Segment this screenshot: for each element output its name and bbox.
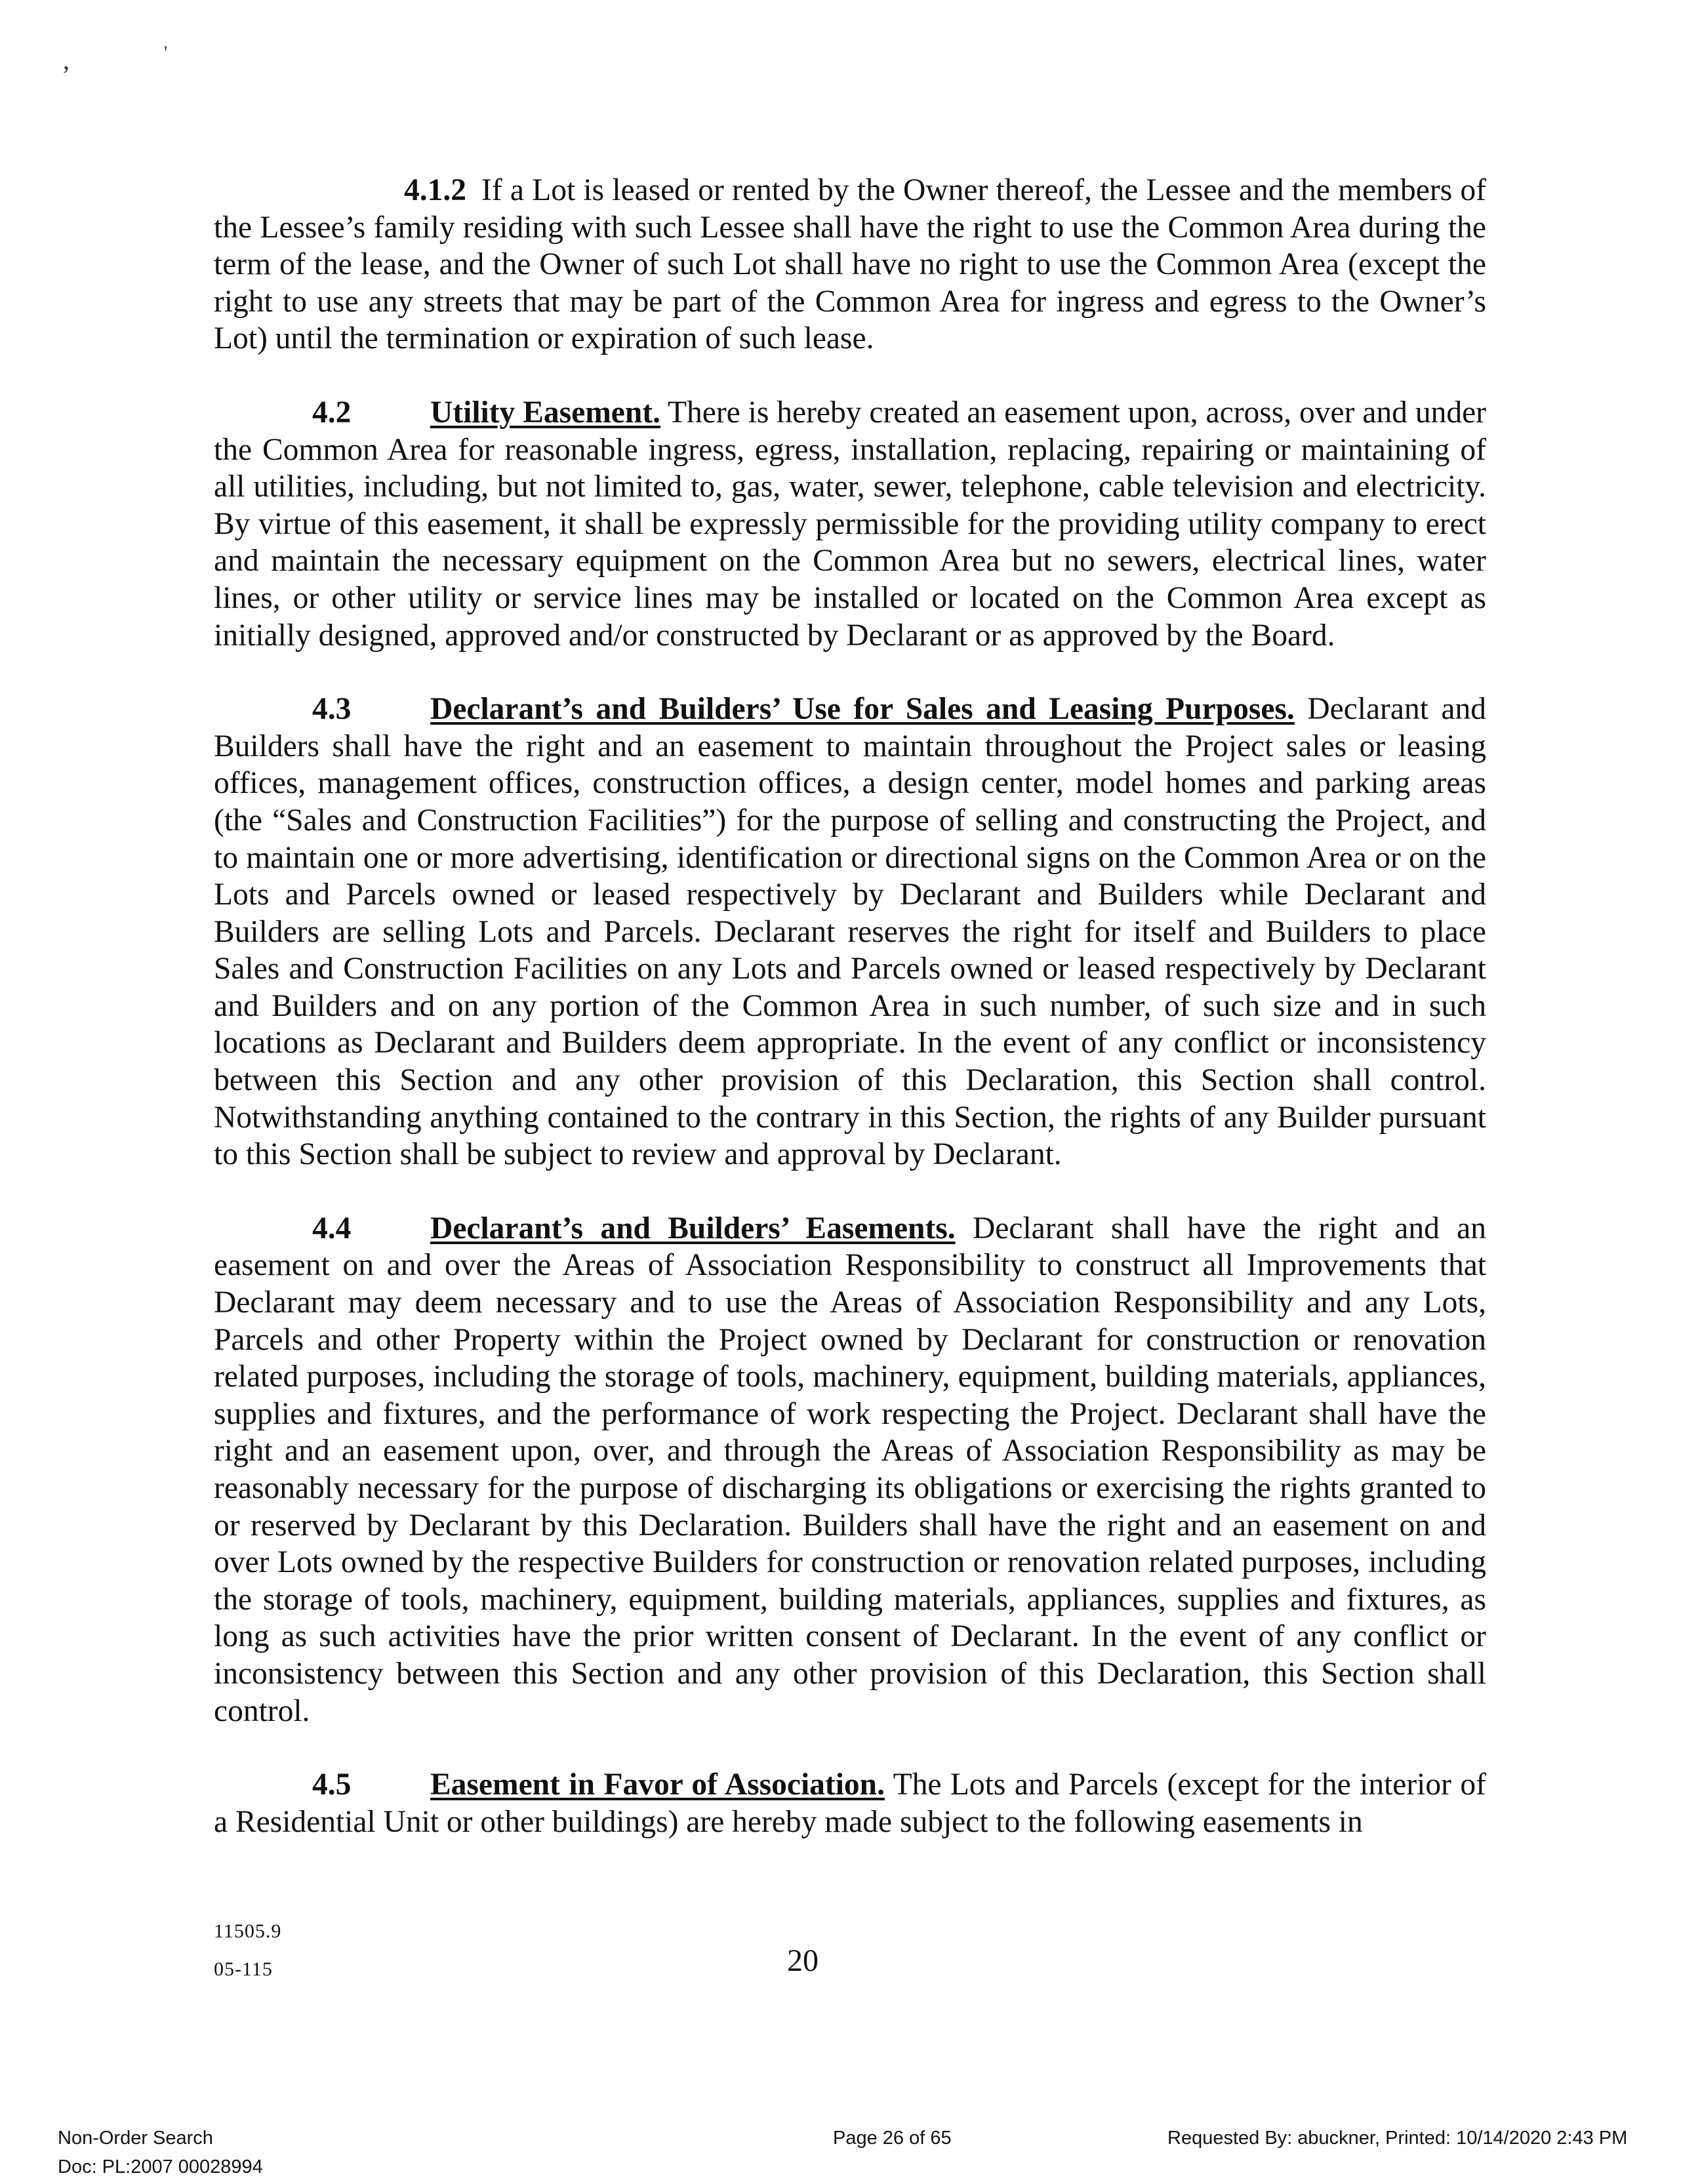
paragraph-4-4: 4.4 Declarant’s and Builders’ Easements. Declarant shall have the right and an easement on and over the Areas of Association Responsibility to construct all Improvements that Declarant may deem necessary and to use the Areas of Association Responsibility and any Lots, Parcels and other Property within the Project owned by Declarant for construction or renovation related purposes, including the storage of tools, machinery, equipment, building materials, appliances, supplies and fixtures, and the performance of work respecting the Project. Declarant shall have the right and an easement upon, over, and through the Areas of Association Responsibility as may be reasonably necessary for the purpose of discharging its obligations or exercising the rights granted to or reserved by Declarant by this Declaration. Builders shall have the right and an easement on and over Lots owned by the respective Builders for construction or renovation related purposes, including the storage of tools, machinery, equipment, building materials, appliances, supplies and fixtures, as long as such activities have the prior written consent of Declarant. In the event of any conflict or inconsistency between this Section and any other provision of this Declaration, this Section shall control.	[214, 1211, 1486, 1728]
section-heading: Declarant’s and Builders’ Easements.	[430, 1211, 956, 1245]
section-heading: Declarant’s and Builders’ Use for Sales and Leasing Purposes.	[430, 692, 1295, 727]
section-heading: Easement in Favor of Association.	[430, 1768, 885, 1802]
page-number: 20	[787, 1943, 819, 1978]
document-code-secondary: 05-115	[214, 1958, 273, 1980]
paragraph-text: The Lots and Parcels (except for the interior of a Residential Unit or other buildings) are hereby made subject to the following easements in	[214, 1768, 1486, 1839]
footer-search-type: Non-Order Search	[58, 2128, 213, 2149]
paragraph-4-5: 4.5 Easement in Favor of Association. The Lots and Parcels (except for the interior of a Residential Unit or other buildings) are hereby made subject to the following easements in	[214, 1768, 1486, 1839]
paragraph-text: Declarant shall have the right and an easement on and over the Areas of Association Responsibility to construct all Improvements that Declarant may deem necessary and to use the Areas of Association Responsibility and any Lots, Parcels and other Property within the Project owned by Declarant for construction or renovation related purposes, including the storage of tools, machinery, equipment, building materials, appliances, supplies and fixtures, and the performance of work respecting the Project. Declarant shall have the right and an easement upon, over, and through the Areas of Association Responsibility as may be reasonably necessary for the purpose of discharging its obligations or exercising the rights granted to or reserved by Declarant by this Declaration. Builders shall have the right and an easement on and over Lots owned by the respective Builders for construction or renovation related purposes, including the storage of tools, machinery, equipment, building materials, appliances, supplies and fixtures, as long as such activities have the prior written consent of Declarant. In the event of any conflict or inconsistency between this Section and any other provision of this Declaration, this Section shall control.	[214, 1211, 1486, 1728]
paragraph-4-3: 4.3 Declarant’s and Builders’ Use for Sales and Leasing Purposes. Declarant and Builders shall have the right and an easement to maintain throughout the Project sales or leasing offices, management offices, construction offices, a design center, model homes and parking areas (the “Sales and Construction Facilities”) for the purpose of selling and constructing the Project, and to maintain one or more advertising, identification or directional signs on the Common Area or on the Lots and Parcels owned or leased respectively by Declarant and Builders while Declarant and Builders are selling Lots and Parcels. Declarant reserves the right for itself and Builders to place Sales and Construction Facilities on any Lots and Parcels owned or leased respectively by Declarant and Builders and on any portion of the Common Area in such number, of such size and in such locations as Declarant and Builders deem appropriate. In the event of any conflict or inconsistency between this Section and any other provision of this Declaration, this Section shall control. Notwithstanding anything contained to the contrary in this Section, the rights of any Builder pursuant to this Section shall be subject to review and approval by Declarant.	[214, 692, 1487, 1172]
footer-page-count: Page 26 of 65	[833, 2128, 952, 2149]
paragraph-4-2: 4.2 Utility Easement. There is hereby created an easement upon, across, over and under the Common Area for reasonable ingress, egress, installation, replacing, repairing or maintaining of all utilities, including, but not limited to, gas, water, sewer, telephone, cable television and electricity. By virtue of this easement, it shall be expressly permissible for the providing utility company to erect and maintain the necessary equipment on the Common Area but no sewers, electrical lines, water lines, or other utility or service lines may be installed or located on the Common Area except as initially designed, approved and/or constructed by Declarant or as approved by the Board.	[214, 395, 1486, 653]
paragraph-text: Declarant and Builders shall have the right and an easement to maintain throughout the Project sales or leasing offices, management offices, construction offices, a design center, model homes and parking areas (the “Sales and Construction Facilities”) for the purpose of selling and constructing the Project, and to maintain one or more advertising, identification or directional signs on the Common Area or on the Lots and Parcels owned or leased respectively by Declarant and Builders while Declarant and Builders are selling Lots and Parcels. Declarant reserves the right for itself and Builders to place Sales and Construction Facilities on any Lots and Parcels owned or leased respectively by Declarant and Builders and on any portion of the Common Area in such number, of such size and in such locations as Declarant and Builders deem appropriate. In the event of any conflict or inconsistency between this Section and any other provision of this Declaration, this Section shall control. Notwithstanding anything contained to the contrary in this Section, the rights of any Builder pursuant to this Section shall be subject to review and approval by Declarant.	[214, 692, 1487, 1172]
section-heading: Utility Easement.	[430, 395, 660, 430]
document-code: 11505.9	[214, 1920, 282, 1942]
scan-speck: '	[164, 42, 168, 64]
footer-request-info: Requested By: abuckner, Printed: 10/14/2020 2:43 PM	[1167, 2128, 1628, 2149]
document-body	[214, 172, 1486, 1840]
paragraph-4-1-2: 4.1.2 If a Lot is leased or rented by the Owner thereof, the Lessee and the members of the Lessee’s family residing with such Lessee shall have the right to use the Common Area during the term of the lease, and the Owner of such Lot shall have no right to use the Common Area (except the right to use any streets that may be part of the Common Area for ingress and egress to the Owner’s Lot) until the termination or expiration of such lease.	[214, 173, 1486, 356]
scan-speck: ,	[63, 45, 70, 75]
footer-doc-id: Doc: PL:2007 00028994	[58, 2156, 263, 2177]
paragraph-text: If a Lot is leased or rented by the Owner thereof, the Lessee and the members of the Lessee’s family residing with such Lessee shall have the right to use the Common Area during the term of the lease, and the Owner of such Lot shall have no right to use the Common Area (except the right to use any streets that may be part of the Common Area for ingress and egress to the Owner’s Lot) until the termination or expiration of such lease.	[214, 173, 1486, 356]
paragraph-text: There is hereby created an easement upon, across, over and under the Common Area for reasonable ingress, egress, installation, replacing, repairing or maintaining of all utilities, including, but not limited to, gas, water, sewer, telephone, cable television and electricity. By virtue of this easement, it shall be expressly permissible for the providing utility company to erect and maintain the necessary equipment on the Common Area but no sewers, electrical lines, water lines, or other utility or service lines may be installed or located on the Common Area except as initially designed, approved and/or constructed by Declarant or as approved by the Board.	[214, 395, 1486, 653]
